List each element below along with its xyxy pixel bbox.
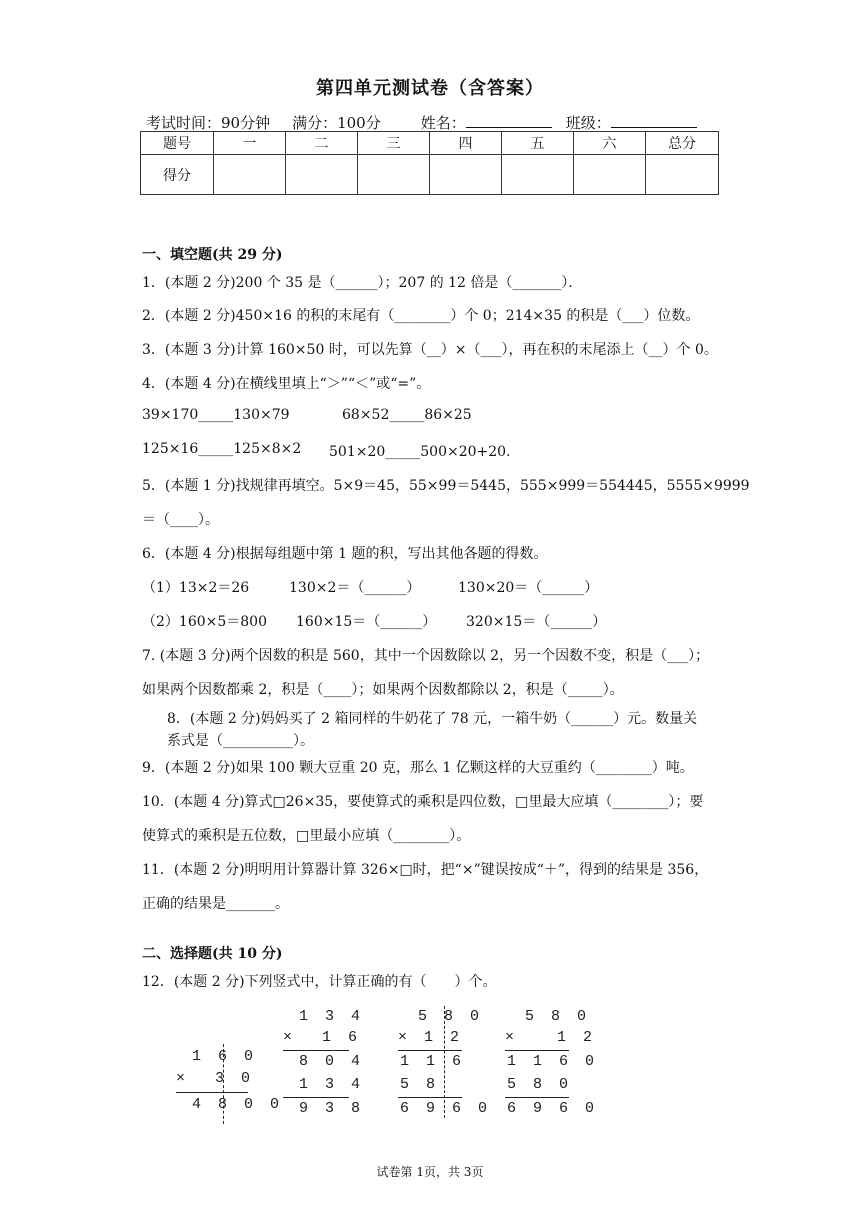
question-10: 10．(本题 4 分)算式□26×35，要使算式的乘积是四位数，□里最大应填（________）；要: [142, 794, 704, 810]
calc-rule: [176, 1092, 248, 1093]
full-score: 满分：100分: [292, 114, 381, 132]
class-label: 班级：: [565, 114, 611, 132]
section2-title: 二、选择题(共 10 分): [142, 946, 283, 962]
question-3: 3．(本题 3 分)计算 160×50 时，可以先算（__）×（___），再在积的末尾添上（__）个 0。: [142, 342, 718, 358]
calc-line: 5 8: [400, 1076, 440, 1093]
name-blank[interactable]: [466, 113, 552, 128]
vertical-calc-c: [398, 1006, 492, 1118]
calc-line: × 1 6: [283, 1029, 362, 1046]
calc-line: 5 8 0: [525, 1008, 591, 1025]
page-footer: 试卷第 1页，共 3页: [376, 1165, 484, 1179]
calc-line: 5 8 0: [418, 1008, 484, 1025]
calc-rule: [505, 1097, 569, 1098]
score-header-cell: 题号: [141, 132, 214, 155]
calc-line: 1 3 4: [299, 1008, 365, 1025]
question-11: 11．(本题 2 分)明明用计算器计算 326×□时，把“×”键误按成“＋”，得到的结果是 356，: [142, 862, 709, 878]
class-blank[interactable]: [611, 113, 697, 128]
calc-rule: [283, 1097, 349, 1098]
calc-line: 4 8 0 0: [192, 1096, 284, 1113]
score-table-row: [141, 155, 719, 195]
vertical-calc-b: [283, 1006, 363, 1118]
score-cell[interactable]: [214, 155, 286, 195]
question-4-item: 39×170_____130×79: [142, 407, 290, 423]
calc-line: × 1 2: [398, 1029, 464, 1046]
vertical-calc-d: [505, 1006, 599, 1118]
score-header-cell: 五: [502, 132, 574, 155]
score-header-cell: 六: [574, 132, 646, 155]
question-6-item: 130×20＝（______）: [458, 580, 599, 596]
question-4-item: 501×20_____500×20+20．: [329, 444, 521, 460]
question-5: 5．(本题 1 分)找规律再填空。5×9＝45，55×99＝5445，555×999＝554445，5555×9999: [142, 478, 750, 494]
question-7-cont: 如果两个因数都乘 2，积是（____）；如果两个因数都除以 2，积是（_____）。: [142, 682, 624, 698]
question-4-item: 68×52_____86×25: [342, 407, 472, 423]
section1-title: 一、填空题(共 29 分): [142, 247, 283, 263]
score-cell[interactable]: [502, 155, 574, 195]
score-header-cell: 一: [214, 132, 286, 155]
calc-line: 6 9 6 0: [507, 1100, 599, 1117]
question-6-item: （1）13×2＝26: [142, 580, 250, 596]
score-cell[interactable]: [358, 155, 430, 195]
question-8-cont: 系式是（__________）。: [167, 733, 314, 749]
score-cell[interactable]: [646, 155, 719, 195]
calc-line: 5 8 0: [507, 1076, 573, 1093]
calc-line: × 1 2: [505, 1029, 597, 1046]
question-12: 12．(本题 2 分)下列竖式中，计算正确的有（ ）个。: [142, 974, 497, 990]
question-6-item: （2）160×5＝800: [142, 614, 267, 630]
calc-line: 1 1 6: [400, 1053, 466, 1070]
score-cell[interactable]: [286, 155, 358, 195]
dashed-guide-line: [223, 1044, 224, 1124]
vertical-calc-a: [176, 1044, 284, 1124]
score-table: [140, 131, 719, 195]
score-header-cell: 三: [358, 132, 430, 155]
exam-info: [146, 112, 697, 133]
calc-line: 1 3 4: [299, 1076, 365, 1093]
name-label: 姓名：: [420, 114, 466, 132]
page-title: 第四单元测试卷（含答案）: [316, 78, 544, 99]
question-6-item: 130×2＝（______）: [289, 580, 421, 596]
question-1: 1．(本题 2 分)200 个 35 是（______）；207 的 12 倍是（_______）．: [142, 275, 583, 291]
calc-line: 6 9 6 0: [400, 1100, 492, 1117]
score-header-cell: 四: [430, 132, 502, 155]
exam-time: 考试时间：90分钟: [146, 114, 271, 132]
question-4-item: 125×16_____125×8×2: [142, 441, 302, 457]
question-5-cont: ＝（____）。: [142, 512, 219, 528]
calc-rule: [283, 1050, 349, 1051]
question-9: 9．(本题 2 分)如果 100 颗大豆重 20 克，那么 1 亿颗这样的大豆重约（________）吨。: [142, 760, 694, 776]
score-header-cell: 总分: [646, 132, 719, 155]
calc-line: 9 3 8: [299, 1100, 365, 1117]
question-8: 8．(本题 2 分)妈妈买了 2 箱同样的牛奶花了 78 元，一箱牛奶（______）元。数量关: [167, 711, 698, 727]
score-table-header: [141, 132, 719, 155]
calc-line: 1 1 6 0: [507, 1053, 599, 1070]
calc-rule: [398, 1097, 462, 1098]
calc-rule: [505, 1050, 569, 1051]
dashed-guide-line: [444, 1006, 445, 1118]
calc-line: 8 0 4: [299, 1053, 365, 1070]
calc-line: 1 6 0: [192, 1048, 258, 1065]
score-row-label: 得分: [141, 155, 214, 195]
score-cell[interactable]: [574, 155, 646, 195]
question-10-cont: 使算式的乘积是五位数，□里最小应填（________）。: [142, 828, 471, 844]
score-header-cell: 二: [286, 132, 358, 155]
question-6-item: 320×15＝（______）: [466, 614, 607, 630]
question-6-item: 160×15＝（______）: [296, 614, 437, 630]
question-11-cont: 正确的结果是_______。: [142, 896, 289, 912]
question-4: 4．(本题 4 分)在横线里填上“＞”“＜”或“=”。: [142, 376, 431, 392]
question-6: 6．(本题 4 分)根据每组题中第 1 题的积，写出其他各题的得数。: [142, 546, 548, 562]
calc-line: × 3 0: [176, 1070, 255, 1087]
score-cell[interactable]: [430, 155, 502, 195]
question-2: 2．(本题 2 分)450×16 的积的末尾有（________）个 0；214×35 的积是（___）位数。: [142, 308, 700, 324]
calc-rule: [398, 1050, 462, 1051]
question-7: 7. (本题 3 分)两个因数的积是 560，其中一个因数除以 2，另一个因数不变，积是（___）；: [142, 648, 710, 664]
